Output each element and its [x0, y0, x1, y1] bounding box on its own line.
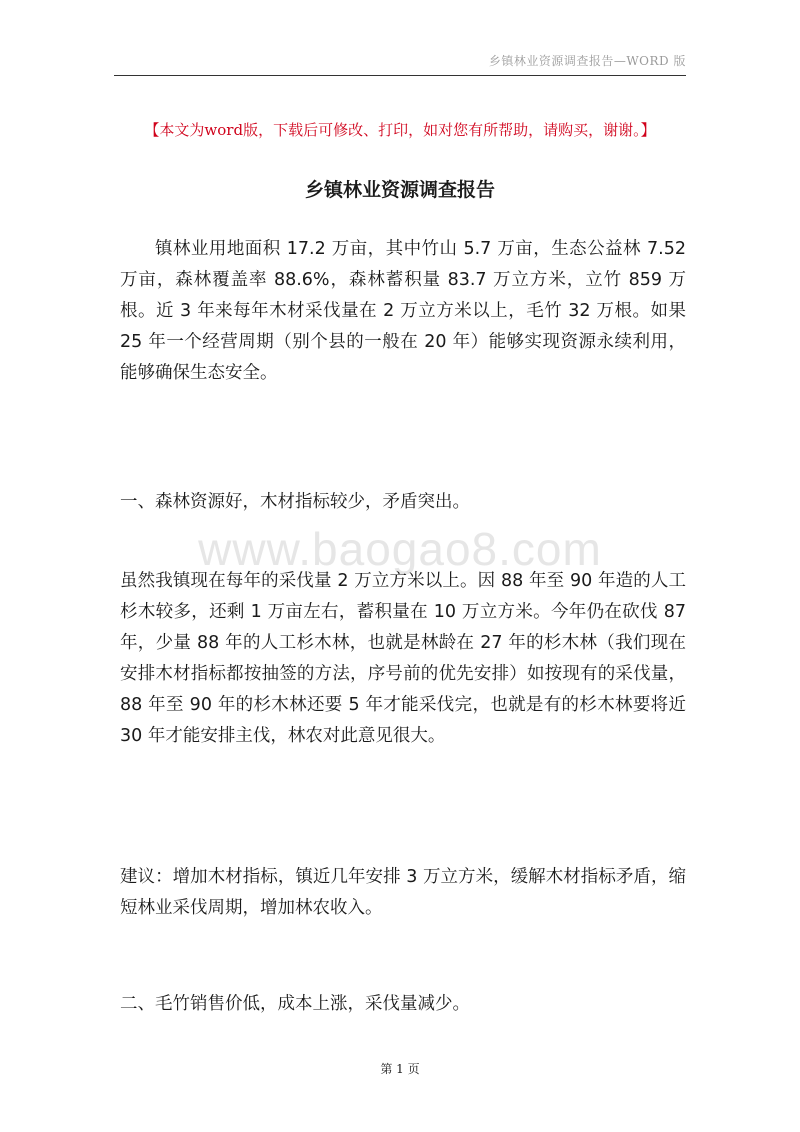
section-heading-2: 二、毛竹销售价低，成本上涨，采伐量减少。	[120, 994, 470, 1014]
body-paragraph-section-1: 虽然我镇现在每年的采伐量 2 万立方米以上。因 88 年至 90 年造的人工杉木较多，还剩 1 万亩左右，蓄积量在 10 万立方米。今年仍在砍伐 87 年，少量 88 年的人工杉木林，也就是林龄在 27 年的杉木林（我们现在安排木材指标都按抽签的方法，序号前的优先安排）如按现有的采伐量，88 年至 90 年的杉木林还要 5 年才能采伐完，也就是有的杉木林要将近 30 年才能安排主伐，林农对此意见很大。	[120, 571, 686, 746]
body-paragraph-intro: 镇林业用地面积 17.2 万亩，其中竹山 5.7 万亩，生态公益林 7.52 万亩，森林覆盖率 88.6%，森林蓄积量 83.7 万立方米，立竹 859 万根。近 3 年来每年木材采伐量在 2 万立方米以上，毛竹 32 万根。如果 25 年一个经营周期（别个县的一般在 20 年）能够实现资源永续利用，能够确保生态安全。	[120, 239, 686, 383]
page-number: 第 1 页	[380, 1062, 420, 1076]
watermark: www.baogao8.com	[198, 523, 602, 575]
header-divider	[114, 75, 686, 76]
document-title: 乡镇林业资源调查报告	[304, 179, 495, 201]
body-paragraph-suggestion: 建议：增加木材指标，镇近几年安排 3 万立方米，缓解木材指标矛盾，缩短林业采伐周期，增加林农收入。	[120, 867, 686, 918]
purchase-notice: 【本文为word版，下载后可修改、打印，如对您有所帮助，请购买，谢谢。】	[144, 121, 656, 139]
section-heading-1: 一、森林资源好，木材指标较少，矛盾突出。	[120, 492, 470, 512]
page-header: 乡镇林业资源调查报告—WORD 版	[488, 54, 686, 68]
